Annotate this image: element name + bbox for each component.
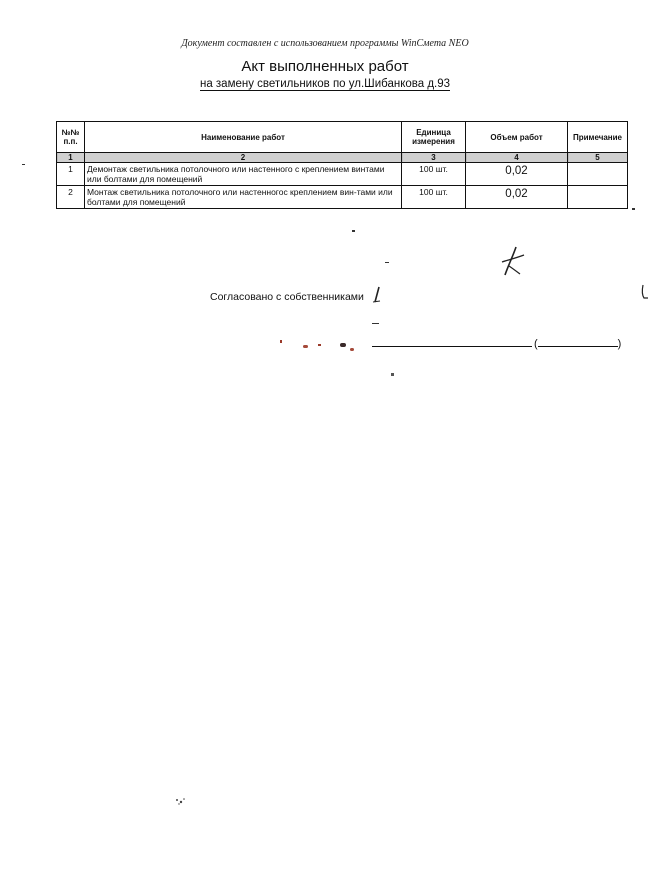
work-name: Монтаж светильника потолочного или настенногос креплением вин-тами или болтами для помещений (85, 186, 402, 209)
table-header-row (57, 122, 628, 153)
work-unit: 100 шт. (402, 186, 466, 209)
work-name: Демонтаж светильника потолочного или настенного с креплением винтами или болтами для помещений (85, 163, 402, 186)
column-number: 5 (568, 153, 628, 163)
scan-speckle (174, 796, 188, 806)
stray-mark (22, 164, 25, 165)
work-unit: 100 шт. (402, 163, 466, 186)
handwritten-mark (640, 283, 650, 301)
header-unit: Единица измерения (402, 122, 466, 153)
document-subtitle-text: на замену светильников по ул.Шибанкова д.93 (199, 78, 451, 90)
signature-name-field (534, 336, 624, 350)
paren-open: ( (534, 338, 538, 350)
header-number: №№ п.п. (57, 122, 85, 153)
column-number-row (57, 153, 628, 163)
stamp-trace (391, 373, 394, 376)
software-note: Документ составлен с использованием программы WinСмета NEO (181, 38, 469, 49)
works-table (56, 121, 628, 209)
column-number: 2 (85, 153, 402, 163)
name-blank (538, 336, 618, 347)
table-row (57, 186, 628, 209)
stamp-trace (303, 345, 308, 348)
row-number: 1 (57, 163, 85, 186)
approval-label: Согласовано с собственниками (210, 291, 364, 303)
work-note (568, 163, 628, 186)
signature-stroke (370, 285, 384, 305)
stray-mark (385, 262, 389, 263)
signature-line (372, 346, 532, 347)
handwritten-signature (496, 244, 530, 278)
stamp-trace (340, 343, 346, 347)
header-volume: Объем работ (466, 122, 568, 153)
table-row (57, 163, 628, 186)
work-volume: 0,02 (466, 186, 568, 209)
dash-mark (372, 323, 379, 324)
stamp-trace (350, 348, 354, 351)
stamp-trace (318, 344, 321, 346)
column-number: 3 (402, 153, 466, 163)
column-number: 4 (466, 153, 568, 163)
header-note: Примечание (568, 122, 628, 153)
stray-mark (632, 208, 635, 210)
document-title: Акт выполненных работ (241, 58, 409, 75)
column-number: 1 (57, 153, 85, 163)
stray-mark (352, 230, 355, 232)
document-subtitle (0, 78, 650, 90)
header-work-name: Наименование работ (85, 122, 402, 153)
work-note (568, 186, 628, 209)
work-volume: 0,02 (466, 163, 568, 186)
paren-close: ) (617, 338, 622, 350)
stamp-trace (280, 340, 282, 343)
row-number: 2 (57, 186, 85, 209)
